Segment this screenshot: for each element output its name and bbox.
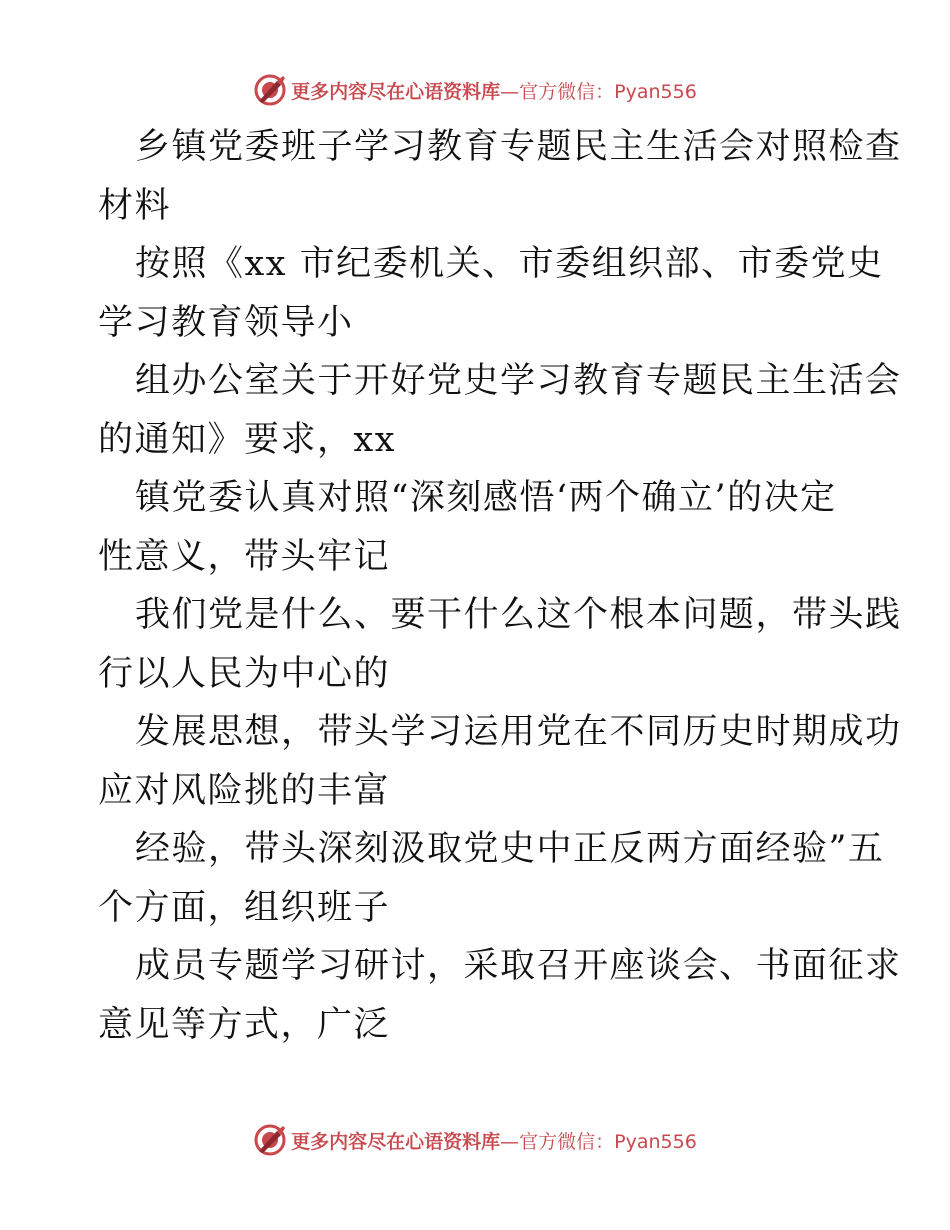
line-first: 组办公室关于开好党史学习教育专题民主生活会 [135, 361, 902, 401]
line-second: 的通知》要求，xx [98, 419, 396, 460]
line-second: 学习教育领导小 [98, 302, 354, 343]
document-body [98, 118, 902, 1054]
line-first: 我们党是什么、要干什么这个根本问题，带头践 [135, 595, 902, 635]
footer-brand-text: 更多内容尽在心语资料库 [291, 1130, 501, 1153]
line-first: 镇党委认真对照“深刻感悟‘两个确立’的决定 [135, 478, 837, 518]
line-first: 发展思想，带头学习运用党在不同历史时期成功 [135, 712, 902, 752]
line-first: 按照《xx 市纪委机关、市委组织部、市委党史 [135, 244, 884, 284]
line-second: 材料 [98, 185, 172, 226]
line-first: 乡镇党委班子学习教育专题民主生活会对照检查 [135, 127, 902, 167]
paragraph-line [98, 469, 858, 586]
header-banner [0, 70, 950, 110]
line-second: 意见等方式，广泛 [98, 1004, 391, 1045]
paragraph-line [98, 703, 902, 820]
footer-banner [0, 1120, 950, 1160]
paragraph-line [98, 118, 902, 235]
line-second: 行以人民为中心的 [98, 653, 391, 694]
paragraph-line [98, 937, 902, 1054]
line-second: 应对风险挑的丰富 [98, 770, 391, 811]
paragraph-line [98, 586, 902, 703]
header-contact-text: —官方微信：Pyan556 [500, 80, 697, 103]
paragraph-line [98, 235, 884, 352]
line-first: 成员专题学习研讨，采取召开座谈会、书面征求 [135, 946, 902, 986]
line-second: 性意义，带头牢记 [98, 536, 391, 577]
footer-contact-text: —官方微信：Pyan556 [500, 1130, 697, 1153]
paragraph-line [98, 352, 902, 469]
line-first: 经验，带头深刻汲取党史中正反两方面经验”五 [135, 829, 885, 869]
line-second: 个方面，组织班子 [98, 887, 391, 928]
paragraph-line [98, 820, 885, 937]
red-ink-pen-logo-icon [253, 1123, 287, 1157]
red-ink-pen-logo-icon [253, 73, 287, 107]
header-brand-text: 更多内容尽在心语资料库 [291, 80, 501, 103]
